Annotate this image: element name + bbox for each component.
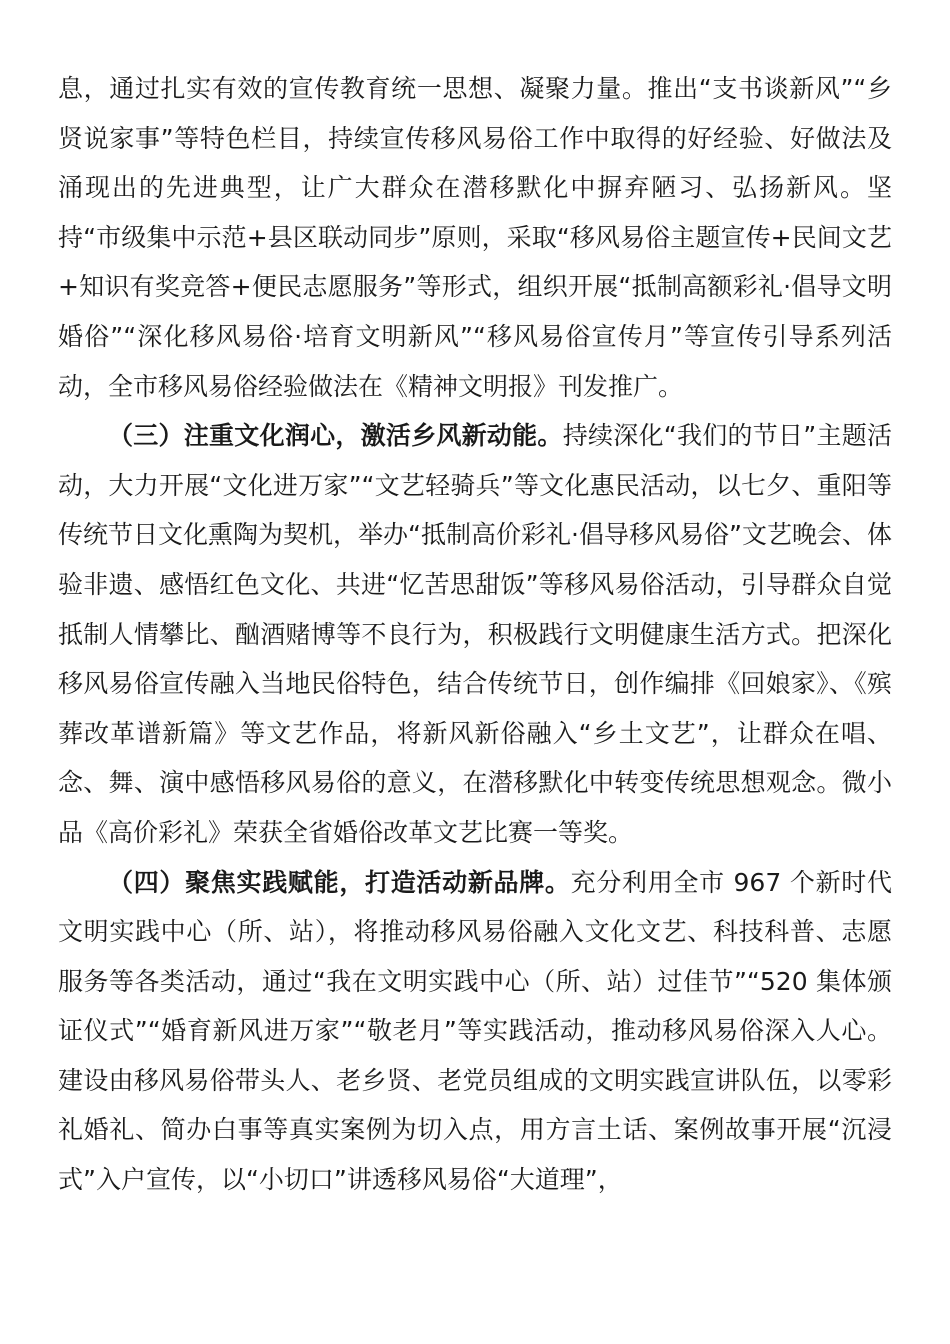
paragraph-section-3	[58, 411, 892, 857]
paragraph-body: 息，通过扎实有效的宣传教育统一思想、凝聚力量。推出“支书谈新风”“乡贤说家事”等特色栏目，持续宣传移风易俗工作中取得的好经验、好做法及涌现出的先进典型，让广大群众在潜移默化中摒弃陋习、弘扬新风。坚持“市级集中示范+县区联动同步”原则，采取“移风易俗主题宣传+民间文艺+知识有奖竞答+便民志愿服务”等形式，组织开展“抵制高额彩礼·倡导文明婚俗”“深化移风易俗·培育文明新风”“移风易俗宣传月”等宣传引导系列活动，全市移风易俗经验做法在《精神文明报》刊发推广。	[58, 74, 892, 401]
section-heading: （三）注重文化润心，激活乡风新动能。	[108, 421, 563, 451]
paragraph-continuation	[58, 64, 892, 411]
section-heading: （四）聚焦实践赋能，打造活动新品牌。	[108, 867, 571, 897]
paragraph-body: 充分利用全市 967 个新时代文明实践中心（所、站），将推动移风易俗融入文化文艺、科技科普、志愿服务等各类活动，通过“我在文明实践中心（所、站）过佳节”“520 集体颁证仪式”“婚育新风进万家”“敬老月”等实践活动，推动移风易俗深入人心。建设由移风易俗带头人、老乡贤、老党员组成的文明实践宣讲队伍，以零彩礼婚礼、简办白事等真实案例为切入点，用方言土话、案例故事开展“沉浸式”入户宣传，以“小切口”讲透移风易俗“大道理”，	[58, 867, 892, 1195]
paragraph-section-4	[58, 858, 892, 1205]
document-page	[58, 64, 892, 1205]
paragraph-body: 持续深化“我们的节日”主题活动，大力开展“文化进万家”“文艺轻骑兵”等文化惠民活动，以七夕、重阳等传统节日文化熏陶为契机，举办“抵制高价彩礼·倡导移风易俗”文艺晚会、体验非遗、感悟红色文化、共进“忆苦思甜饭”等移风易俗活动，引导群众自觉抵制人情攀比、酗酒赌博等不良行为，积极践行文明健康生活方式。把深化移风易俗宣传融入当地民俗特色，结合传统节日，创作编排《回娘家》、《殡葬改革谱新篇》等文艺作品，将新风新俗融入“乡土文艺”，让群众在唱、念、舞、演中感悟移风易俗的意义，在潜移默化中转变传统思想观念。微小品《高价彩礼》荣获全省婚俗改革文艺比赛一等奖。	[58, 421, 892, 847]
